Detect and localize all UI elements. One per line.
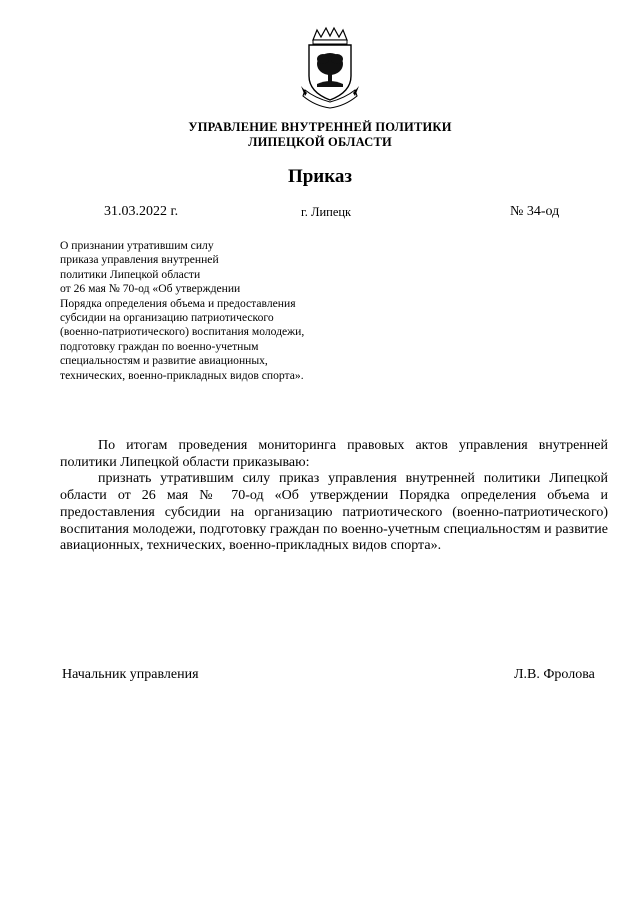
- subject-line: приказа управления внутренней: [60, 253, 219, 267]
- organization-name: [0, 120, 640, 150]
- document-number: № 34-од: [510, 204, 560, 219]
- subject-line: политики Липецкой области: [60, 267, 201, 281]
- coat-of-arms-emblem: [299, 26, 361, 110]
- subject-line: подготовку граждан по военно-учетным: [60, 339, 259, 353]
- document-body: [60, 438, 608, 555]
- body-paragraph-preamble: По итогам проведения мониторинга правовых актов управления внутренней политики Липецкой области приказываю:: [60, 438, 608, 470]
- subject-line: специальностям и развитие авиационных,: [60, 354, 268, 368]
- document-type-title: Приказ: [287, 166, 353, 187]
- subject-line: О признании утратившим силу: [60, 239, 214, 252]
- signatory-name: Л.В. Фролова: [514, 667, 595, 682]
- subject-line: от 26 мая № 70-од «Об утверждении: [60, 282, 241, 296]
- subject-line: Порядка определения объема и предоставления: [60, 296, 296, 310]
- document-city: г. Липецк: [301, 205, 352, 219]
- subject-line: технических, военно-прикладных видов спорта».: [60, 368, 304, 382]
- org-line-2: ЛИПЕЦКОЙ ОБЛАСТИ: [248, 135, 392, 149]
- subject-line: (военно-патриотического) воспитания молодежи,: [60, 325, 305, 339]
- document-date: 31.03.2022 г.: [104, 204, 179, 219]
- subject-line: субсидии на организацию патриотического: [60, 311, 274, 325]
- document-subject: [60, 239, 360, 383]
- signatory-position: Начальник управления: [62, 667, 199, 682]
- org-line-1: УПРАВЛЕНИЕ ВНУТРЕННЕЙ ПОЛИТИКИ: [188, 120, 452, 134]
- body-paragraph-order: признать утратившим силу приказ управления внутренней политики Липецкой области от 26 мая № 70-од «Об утверждении Порядка определения объема и предоставления субсидии на организацию патриотического (военно-патриотического) воспитания молодежи, подготовку граждан по военно-учетным специальностям и развитие авиационных, технических, военно-прикладных видов спорта».: [60, 471, 608, 554]
